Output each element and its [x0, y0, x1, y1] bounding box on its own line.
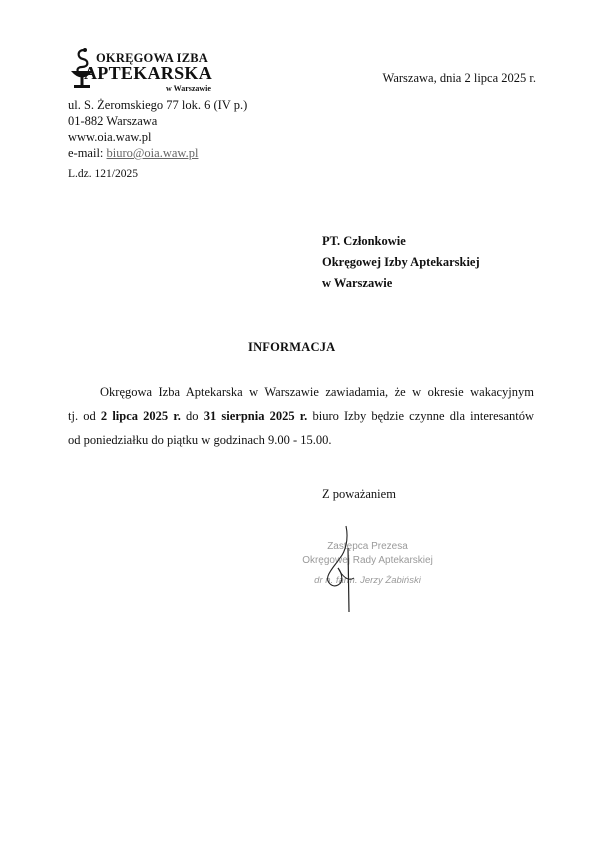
website-link[interactable]: www.oia.waw.pl	[68, 130, 152, 144]
org-name-line3: w Warszawie	[166, 84, 211, 93]
organization-logo	[68, 44, 218, 94]
letter-date: Warszawa, dnia 2 lipca 2025 r.	[382, 71, 536, 85]
recipient-line1: PT. Członkowie	[322, 234, 406, 248]
org-name-line1: OKRĘGOWA IZBA	[96, 51, 208, 65]
recipient-line2: Okręgowej Izby Aptekarskiej	[322, 255, 480, 269]
address-street: ul. S. Żeromskiego 77 lok. 6 (IV p.)	[68, 98, 248, 112]
org-name-line2: APTEKARSKA	[84, 63, 213, 83]
stamp-body: Okręgowej Rady Aptekarskiej	[302, 555, 433, 566]
recipient-line3: w Warszawie	[322, 276, 393, 290]
date-from: 2 lipca 2025 r.	[100, 409, 181, 423]
body-line2-text-b: do	[186, 409, 199, 423]
email-link[interactable]: biuro@oia.waw.pl	[106, 146, 199, 160]
document-heading: INFORMACJA	[248, 340, 336, 354]
body-line2-text-c: biuro Izby będzie czynne dla interesantów	[312, 409, 535, 423]
stamp-title: Zastępca Prezesa	[327, 541, 408, 552]
body-line3: od poniedziałku do piątku w godzinach 9.00 - 15.00.	[68, 433, 332, 447]
address-city: 01-882 Warszawa	[68, 114, 158, 128]
closing-salutation: Z poważaniem	[322, 487, 396, 501]
date-to: 31 sierpnia 2025 r.	[203, 409, 308, 423]
handwritten-signature	[302, 518, 362, 618]
body-line1: Okręgowa Izba Aptekarska w Warszawie zawiadamia, że w okresie wakacyjnym	[100, 385, 534, 399]
email-label: e-mail:	[68, 146, 104, 160]
body-line2	[68, 409, 534, 424]
reference-number: L.dz. 121/2025	[68, 168, 138, 180]
body-line2-text-a: tj. od	[68, 409, 96, 423]
stamp-name: dr n. farm. Jerzy Żabiński	[314, 575, 421, 586]
email-line	[68, 145, 198, 161]
